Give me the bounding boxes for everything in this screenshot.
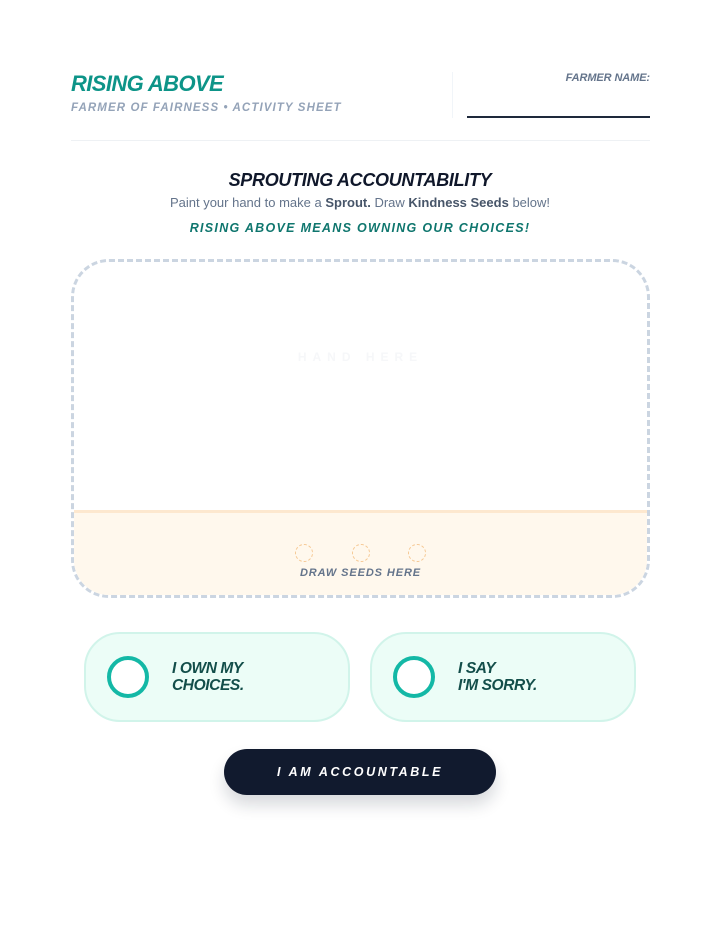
worksheet-header <box>71 62 650 141</box>
instructions-sprout: Sprout. <box>325 195 371 210</box>
hand-hint: HAND HERE <box>297 350 424 364</box>
farmer-name-field[interactable] <box>467 116 650 118</box>
activity-motto: RISING ABOVE MEANS OWNING OUR CHOICES! <box>189 221 531 235</box>
pledge-checkbox[interactable] <box>393 656 435 698</box>
pledge-line: CHOICES. <box>172 677 244 694</box>
pledge-own-choices[interactable] <box>84 632 350 722</box>
pledge-label <box>458 660 618 694</box>
brand-subtitle: FARMER OF FAIRNESS • ACTIVITY SHEET <box>71 102 342 114</box>
pledge-say-sorry[interactable] <box>370 632 636 722</box>
pledge-line: I'M SORRY. <box>458 677 537 694</box>
seed-placeholder-icon <box>295 544 313 562</box>
instructions-text: Paint your hand to make a <box>169 195 326 210</box>
instructions-text: Draw <box>370 195 409 210</box>
seed-drawing-zone[interactable] <box>74 510 647 595</box>
seed-placeholder-icon <box>408 544 426 562</box>
seed-label: DRAW SEEDS HERE <box>299 567 422 579</box>
i-am-accountable-button[interactable]: I AM ACCOUNTABLE <box>224 749 496 795</box>
farmer-name-label: FARMER NAME: <box>565 72 650 84</box>
seed-placeholder-icon <box>352 544 370 562</box>
activity-title: SPROUTING ACCOUNTABILITY <box>228 170 492 190</box>
instructions-seeds: Kindness Seeds <box>408 195 509 210</box>
hand-print-zone[interactable] <box>74 262 647 510</box>
brand-title: RISING ABOVE <box>71 71 224 96</box>
pledge-checkbox[interactable] <box>107 656 149 698</box>
instructions-text: below! <box>508 195 551 210</box>
pledge-line: I SAY <box>458 660 496 677</box>
activity-instructions <box>0 195 720 210</box>
header-divider <box>452 72 453 118</box>
pledge-line: I OWN MY <box>172 660 243 677</box>
pledge-label <box>172 660 332 694</box>
drawing-area[interactable] <box>71 259 650 598</box>
